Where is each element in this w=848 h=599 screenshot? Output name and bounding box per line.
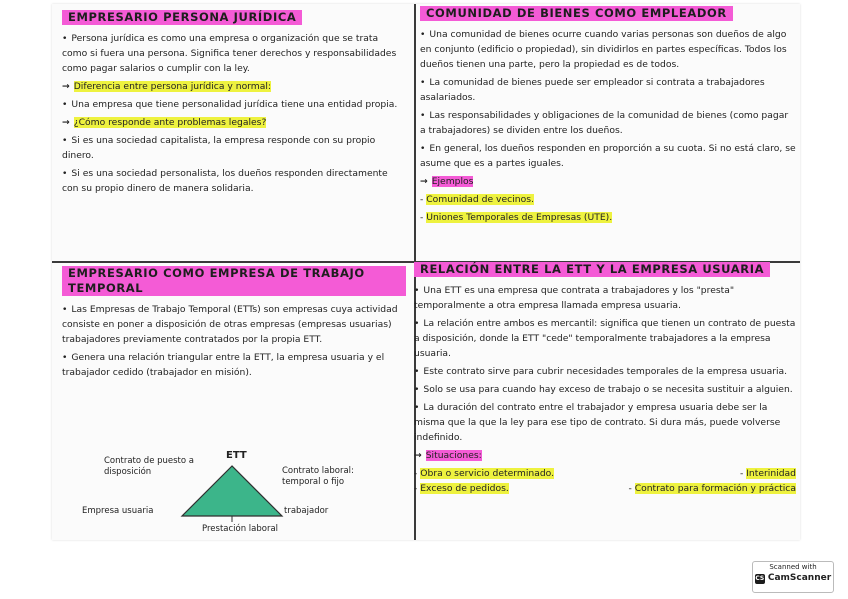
paragraph: • La comunidad de bienes puede ser empleador si contrata a trabajadores asalariados. xyxy=(420,75,796,105)
paragraph: • Este contrato sirve para cubrir necesidades temporales de la empresa usuaria. xyxy=(414,364,796,379)
paragraph: • En general, los dueños responden en proporción a su cuota. Si no está claro, se asume que es a partes iguales. xyxy=(420,141,796,171)
paragraph: • Una comunidad de bienes ocurre cuando varias personas son dueños de algo en conjunto (edificio o propiedad), sin dividirlos en partes específicas. Todos los dueños tienen una parte, pero la propiedad es de todos. xyxy=(420,27,796,72)
diagram-label: Empresa usuaria xyxy=(82,506,154,516)
highlighted-heading: Diferencia entre persona jurídica y normal: xyxy=(73,81,272,92)
section-persona-juridica xyxy=(62,10,406,199)
diagram-label: Contrato de puesto a disposición xyxy=(104,456,195,477)
list-item: Interinidad xyxy=(746,468,796,479)
section-title: EMPRESARIO PERSONA JURÍDICA xyxy=(62,10,302,25)
paragraph: • Una ETT es una empresa que contrata a trabajadores y los "presta" temporalmente a otra empresa llamada empresa usuaria. xyxy=(414,283,796,313)
list-item: Comunidad de vecinos. xyxy=(426,194,534,205)
paragraph: • La duración del contrato entre el trabajador y empresa usuaria debe ser la misma que la que la ley para ese tipo de contrato. Si dura más, puede volverse indefinido. xyxy=(414,400,796,445)
paragraph: • Las Empresas de Trabajo Temporal (ETTs) son empresas cuya actividad consiste en poner a disposición de otras empresas (empresas usuarias) trabajadores previamente contratados por la propia ETT. xyxy=(62,302,406,347)
list-item: Obra o servicio determinado. xyxy=(420,468,555,479)
section-title: EMPRESARIO COMO EMPRESA DE TRABAJO TEMPORAL xyxy=(62,266,406,296)
section-ett xyxy=(62,266,406,383)
notes-sheet xyxy=(52,4,800,540)
paragraph: • Una empresa que tiene personalidad jurídica tiene una entidad propia. xyxy=(62,97,406,112)
paragraph: • Si es una sociedad personalista, los dueños responden directamente con su propio dinero de manera solidaria. xyxy=(62,166,406,196)
watermark-caption: Scanned with xyxy=(769,563,817,571)
list-item: Exceso de pedidos. xyxy=(420,483,509,494)
camscanner-icon: CS xyxy=(755,574,765,582)
paragraph: • Genera una relación triangular entre la ETT, la empresa usuaria y el trabajador cedido (trabajador en misión). xyxy=(62,350,406,380)
diagram-label: ETT xyxy=(226,450,247,461)
triangular-relation-diagram xyxy=(82,450,382,544)
camscanner-watermark xyxy=(752,561,834,593)
paragraph: • Persona jurídica es como una empresa o organización que se trata como si fuera una persona. Significa tener derechos y responsabilidades como pagar salarios o cumplir con la ley. xyxy=(62,31,406,76)
watermark-brand: CamScanner xyxy=(767,573,832,583)
section-comunidad-bienes xyxy=(420,6,796,228)
situations-list xyxy=(414,481,796,496)
section-ett-empresa-usuaria xyxy=(414,262,796,496)
diagram-label: trabajador xyxy=(284,506,329,516)
diagram-label: Prestación laboral xyxy=(202,524,279,534)
list-item: Uniones Temporales de Empresas (UTE). xyxy=(426,212,613,223)
paragraph: • La relación entre ambos es mercantil: significa que tienen un contrato de puesta a disposición, donde la ETT "cede" temporalmente trabajadores a la empresa usuaria. xyxy=(414,316,796,361)
section-title: COMUNIDAD DE BIENES COMO EMPLEADOR xyxy=(420,6,733,21)
highlighted-heading: Situaciones: xyxy=(425,450,482,461)
highlighted-heading: ¿Cómo responde ante problemas legales? xyxy=(73,117,267,128)
diagram-label: Contrato laboral: temporal o fijo xyxy=(282,466,354,487)
paragraph: • Solo se usa para cuando hay exceso de trabajo o se necesita sustituir a alguien. xyxy=(414,382,796,397)
list-item: Contrato para formación y práctica xyxy=(634,483,796,494)
paragraph: • Si es una sociedad capitalista, la empresa responde con su propio dinero. xyxy=(62,133,406,163)
paragraph: • Las responsabilidades y obligaciones de la comunidad de bienes (como pagar a trabajadores) se dividen entre los dueños. xyxy=(420,108,796,138)
situations-list xyxy=(414,466,796,481)
section-title: RELACIÓN ENTRE LA ETT Y LA EMPRESA USUARIA xyxy=(414,262,770,277)
highlighted-heading: Ejemplos xyxy=(431,176,474,187)
